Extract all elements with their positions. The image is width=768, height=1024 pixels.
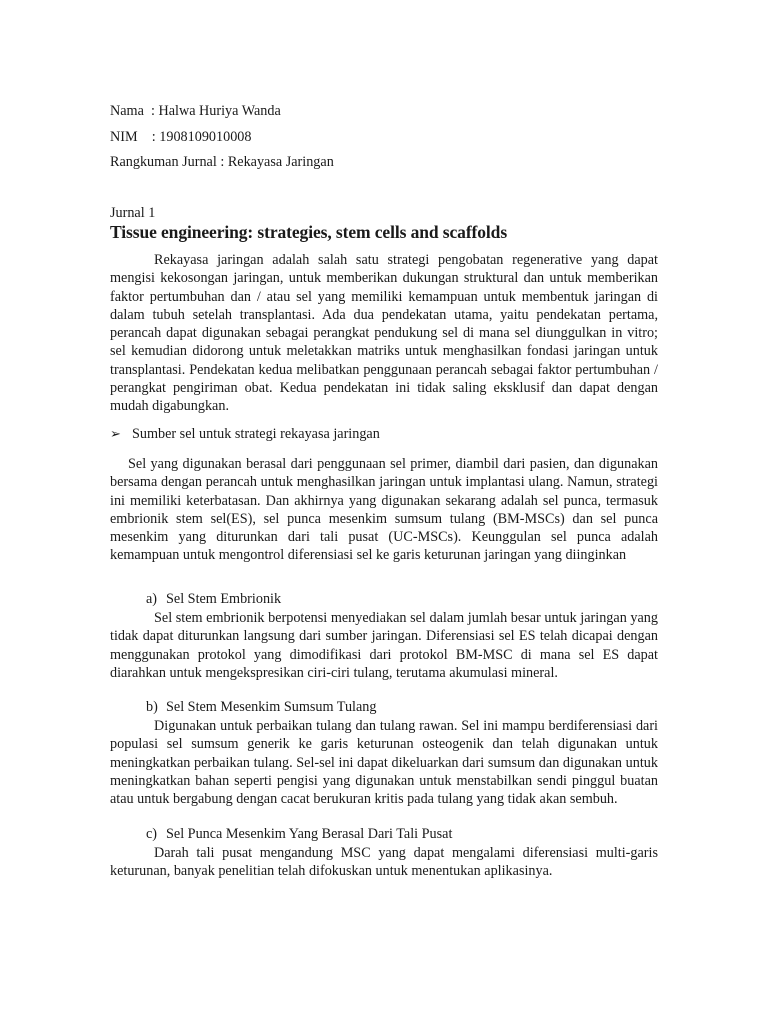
section-c-title: Sel Punca Mesenkim Yang Berasal Dari Tali Pusat <box>166 826 453 842</box>
intro-paragraph: Rekayasa jaringan adalah salah satu strategi pengobatan regenerative yang dapat mengisi kekosongan jaringan, untuk memberikan dukungan struktural dan untuk memberikan faktor pertumbuhan dan / atau sel yang memiliki kemampuan untuk membentuk jaringan di dalam tubuh setelah transplantasi. Ada dua pendekatan utama, yaitu pendekatan pertama, perancah dapat digunakan sebagai perangkat pendukung sel di mana sel diunggulkan in vitro; sel kemudian didorong untuk meletakkan matriks untuk menghasilkan fondasi jaringan untuk transplantasi. Pendekatan kedua melibatkan penggunaan perancah sebagai faktor pertumbuhan / perangkat pengiriman obat. Kedua pendekatan ini tidak saling eksklusif dan dapat dengan mudah digabungkan. <box>110 252 658 415</box>
nim-value: : 1908109010008 <box>151 129 252 145</box>
section-a-heading <box>146 591 281 608</box>
journal-title: Tissue engineering: strategies, stem cells and scaffolds <box>110 222 508 242</box>
jurnal-label: Jurnal 1 <box>110 205 156 221</box>
section-a-title: Sel Stem Embrionik <box>166 591 282 607</box>
section-b-title: Sel Stem Mesenkim Sumsum Tulang <box>166 699 377 715</box>
section-b-marker: b) <box>146 699 158 715</box>
nama-value: : Halwa Huriya Wanda <box>150 103 281 119</box>
nim-line <box>110 128 252 146</box>
arrow-bullet-icon: ➢ <box>110 426 121 441</box>
section-a-text: Sel stem embrionik berpotensi menyediakan sel dalam jumlah besar untuk jaringan yang tidak dapat diturunkan langsung dari sumber jaringan. Diferensiasi sel ES telah dicapai dengan menggunakan protokol yang dimodifikasi dari protokol BM-MSC di mana sel ES dapat diarahkan untuk mengekspresikan ciri-ciri tulang, terutama akumulasi mineral. <box>110 610 658 681</box>
bullet-text: Sumber sel untuk strategi rekayasa jaringan <box>132 426 380 442</box>
section-c-marker: c) <box>146 826 158 842</box>
section-c-heading <box>146 826 452 843</box>
bullet-item <box>110 426 380 443</box>
nim-label: NIM <box>110 129 138 145</box>
section-b-text: Digunakan untuk perbaikan tulang dan tulang rawan. Sel ini mampu berdiferensiasi dari populasi sel sumsum generik ke garis keturunan osteogenik dan telah digunakan untuk meningkatkan perbaikan tulang. Sel-sel ini dapat dikeluarkan dari sumsum dan digunakan untuk meningkatkan bahan seperti pengisi yang digunakan untuk menstabilkan sendi pinggul buatan atau untuk bergabung dengan cacat berukuran kritis pada tulang yang tidak akan sembuh. <box>110 718 658 808</box>
section-c-text: Darah tali pusat mengandung MSC yang dapat mengalami diferensiasi multi-garis keturunan, banyak penelitian telah difokuskan untuk menentukan aplikasinya. <box>110 845 658 880</box>
nama-line <box>110 102 281 120</box>
nama-label: Nama <box>110 103 144 119</box>
rangkuman-line: Rangkuman Jurnal : Rekayasa Jaringan <box>110 154 334 170</box>
section-a-marker: a) <box>146 591 158 607</box>
source-paragraph: Sel yang digunakan berasal dari penggunaan sel primer, diambil dari pasien, dan digunakan bersama dengan perancah untuk menghasilkan jaringan untuk implantasi ulang. Namun, strategi ini memiliki keterbatasan. Dan akhirnya yang digunakan sekarang adalah sel punca, termasuk embrionik stem sel(ES), sel punca mesenkim sumsum tulang (BM-MSCs) dan sel punca mesenkim yang diturunkan dari tali pusat (UC-MSCs). Keunggulan sel punca adalah kemampuan untuk mengontrol diferensiasi sel ke garis keturunan jaringan yang diinginkan <box>110 456 658 564</box>
section-b-heading <box>146 699 376 716</box>
